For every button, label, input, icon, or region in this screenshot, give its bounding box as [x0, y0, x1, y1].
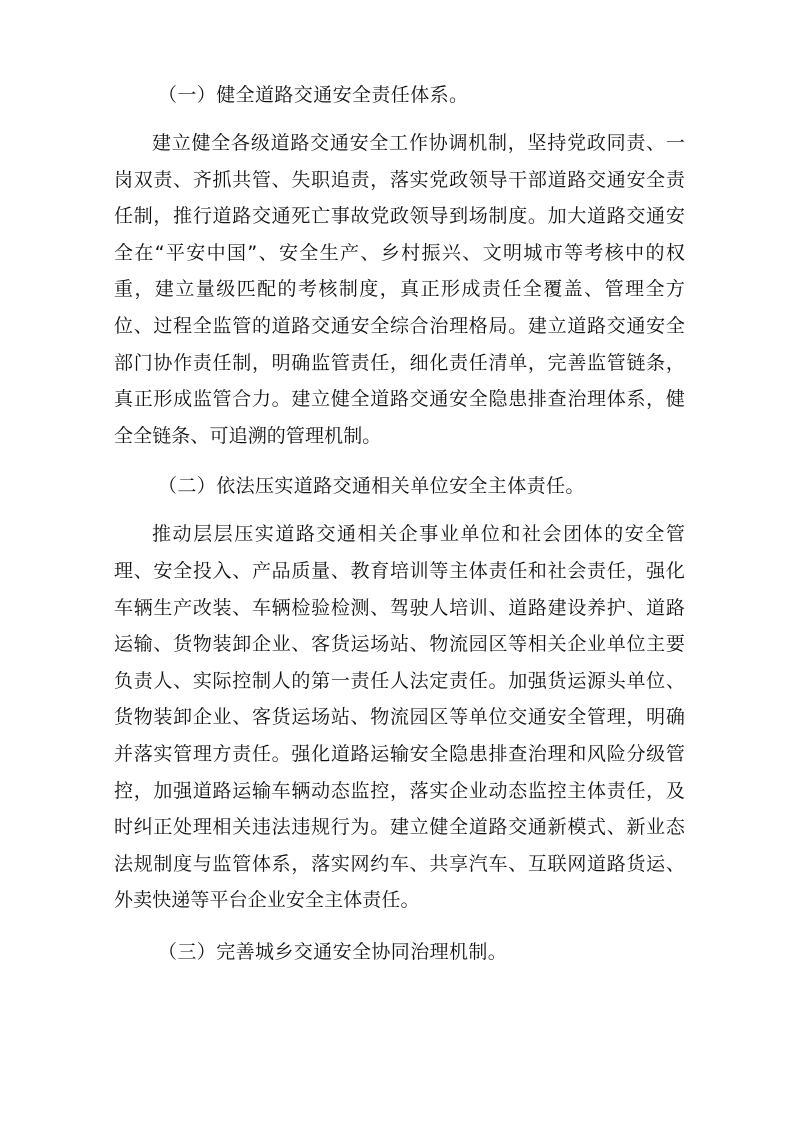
section-paragraph-1: 建立健全各级道路交通安全工作协调机制，坚持党政同责、一岗双责、齐抓共管、失职追责，落实党政领导干部道路交通安全责任制，推行道路交通死亡事故党政领导到场制度。加大道路交通安全在“平安中国”、安全生产、乡村振兴、文明城市等考核中的权重，建立量级匹配的考核制度，真正形成责任全覆盖、管理全方位、过程全监管的道路交通安全综合治理格局。建立道路交通安全部门协作责任制，明确监管责任，细化责任清单，完善监管链条，真正形成监管合力。建立健全道路交通安全隐患排查治理体系，健全全链条、可追溯的管理机制。	[114, 132, 685, 447]
section-paragraph-2: 推动层层压实道路交通相关企事业单位和社会团体的安全管理、安全投入、产品质量、教育培训等主体责任和社会责任，强化车辆生产改装、车辆检验检测、驾驶人培训、道路建设养护、道路运输、货物装卸企业、客货运场站、物流园区等相关企业单位主要负责人、实际控制人的第一责任人法定责任。加强货运源头单位、货物装卸企业、客货运场站、物流园区等单位交通安全管理，明确并落实管理方责任。强化道路运输安全隐患排查治理和风险分级管控，加强道路运输车辆动态监控，落实企业动态监控主体责任，及时纠正处理相关违法违规行为。建立健全道路交通新模式、新业态法规制度与监管体系，落实网约车、共享汽车、互联网道路货运、外卖快递等平台企业安全主体责任。	[114, 523, 685, 912]
section-heading-3: （三）完善城乡交通安全协同治理机制。	[158, 940, 508, 963]
document-body	[114, 78, 685, 970]
section-heading-1: （一）健全道路交通安全责任体系。	[158, 84, 469, 106]
section-heading-2: （二）依法压实道路交通相关单位安全主体责任。	[158, 475, 585, 498]
